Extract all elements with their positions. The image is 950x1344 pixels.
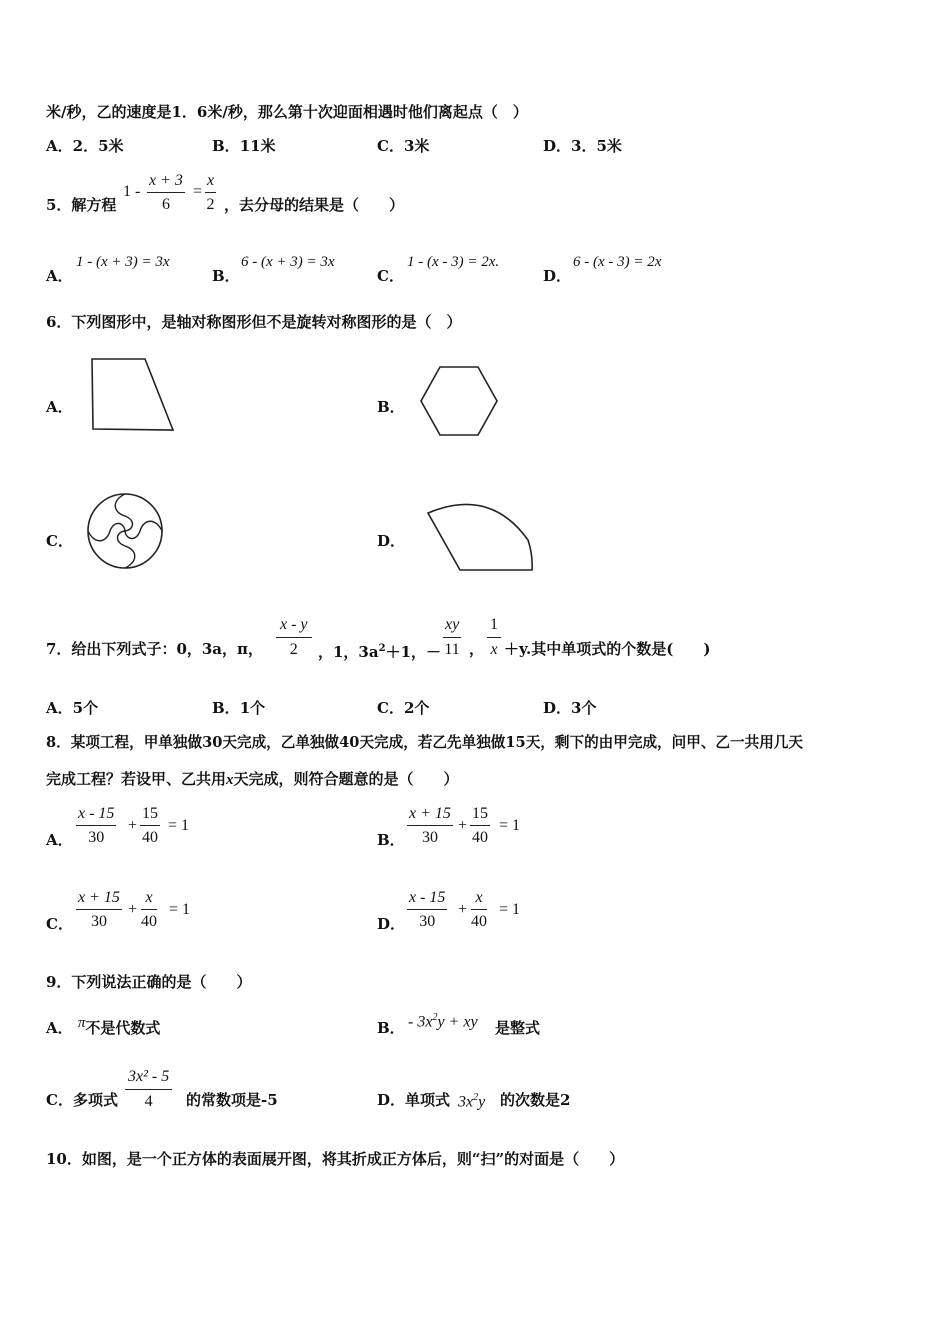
option-label: C． xyxy=(46,1091,73,1109)
option-label: C． xyxy=(377,137,404,155)
fraction-denominator: 40 xyxy=(141,913,157,930)
fraction-numerator: x - y xyxy=(276,616,312,638)
right-trapezoid-figure xyxy=(85,355,180,435)
q8-stem-line2-a: 完成工程？若设甲、乙共用 xyxy=(46,770,227,788)
fraction-denominator: 11 xyxy=(444,641,460,658)
option-label: A． xyxy=(46,699,73,717)
q5-option-d-label[interactable]: D． xyxy=(543,267,572,285)
q7-option-b[interactable] xyxy=(212,699,265,717)
q5-option-b-label[interactable]: B． xyxy=(212,267,240,285)
plus-sign: + xyxy=(458,817,468,834)
option-label: D． xyxy=(543,699,572,717)
q7-suffix: ＋y.其中单项式的个数是( ) xyxy=(504,640,711,658)
q5-option-b-expr: 6 - (x + 3) = 3x xyxy=(241,254,335,270)
q4-option-b[interactable] xyxy=(212,137,276,155)
q5-fraction-1 xyxy=(147,172,185,214)
fraction-denominator: 40 xyxy=(142,829,158,846)
q5-option-a-expr: 1 - (x + 3) = 3x xyxy=(76,254,170,270)
fraction-numerator: x - 15 xyxy=(76,805,116,826)
q6-option-a-label[interactable]: A． xyxy=(46,398,73,416)
option-label: A． xyxy=(46,137,73,155)
fraction-denominator: 4 xyxy=(144,1093,153,1110)
q10-stem: 10．如图，是一个正方体的表面展开图，将其折成正方体后，则“扫”的对面是（ ） xyxy=(46,1150,625,1168)
option-text: 2．5米 xyxy=(72,137,124,155)
plus-sign: + xyxy=(128,817,138,834)
q9-option-d-expr xyxy=(458,1089,485,1111)
fraction-denominator: 2 xyxy=(206,196,215,213)
q7-comma: ， xyxy=(469,640,485,658)
q6-option-c-label[interactable]: C． xyxy=(46,532,73,550)
option-text: 不是代数式 xyxy=(85,1019,161,1037)
q5-eq-left: 1 - xyxy=(123,183,141,200)
expr-part: y + xy xyxy=(437,1013,478,1031)
q6-option-d-label[interactable]: D． xyxy=(377,532,406,550)
fraction-numerator: 15 xyxy=(470,805,490,826)
equals-one: = 1 xyxy=(499,901,521,918)
q7-mid2-text: ＋1，－ xyxy=(385,643,441,661)
pinwheel-circle-figure xyxy=(84,490,166,572)
option-text: 11米 xyxy=(239,137,276,155)
q5-option-c-expr: 1 - (x - 3) = 2x. xyxy=(407,254,500,270)
q7-option-d[interactable] xyxy=(543,699,596,717)
q9-option-a[interactable] xyxy=(46,1015,161,1038)
q4-option-d[interactable] xyxy=(543,137,622,155)
plus-sign: + xyxy=(128,901,138,918)
q4-option-a[interactable] xyxy=(46,137,124,155)
pi-symbol: π xyxy=(77,1015,86,1031)
q9-option-b-text: 是整式 xyxy=(495,1019,541,1037)
fraction-numerator: x - 15 xyxy=(407,889,447,910)
q5-option-c-label[interactable]: C． xyxy=(377,267,404,285)
q8-d-fraction-2 xyxy=(471,889,487,931)
q8-c-fraction-1 xyxy=(76,889,122,931)
fraction-numerator: x + 15 xyxy=(76,889,122,910)
option-label: D． xyxy=(543,137,572,155)
q7-option-a[interactable] xyxy=(46,699,98,717)
fraction-numerator: 3x² - 5 xyxy=(125,1068,172,1090)
q8-a-fraction-2 xyxy=(140,805,160,847)
fraction-numerator: x + 3 xyxy=(147,172,185,193)
q7-fraction-1 xyxy=(276,616,312,659)
option-label: A． xyxy=(46,1019,73,1037)
superscript: 2 xyxy=(473,1092,479,1103)
variable-x: x xyxy=(226,772,234,788)
fraction-denominator: 30 xyxy=(419,913,436,930)
q8-b-fraction-1 xyxy=(407,805,453,847)
q8-option-b-label[interactable]: B． xyxy=(377,831,405,849)
q8-option-a-label[interactable]: A． xyxy=(46,831,73,849)
expr-part: 3x xyxy=(458,1093,474,1111)
plus-sign: + xyxy=(458,901,468,918)
expr-part: y xyxy=(478,1093,486,1111)
hexagon-figure xyxy=(415,362,505,442)
q9-option-d[interactable] xyxy=(377,1091,450,1109)
superscript: 2 xyxy=(432,1012,438,1023)
q8-option-c-label[interactable]: C． xyxy=(46,915,73,933)
option-text: 2个 xyxy=(403,699,430,717)
option-text: 1个 xyxy=(239,699,266,717)
q9-option-c-text: 的常数项是-5 xyxy=(186,1091,278,1109)
option-text: 5个 xyxy=(72,699,99,717)
q9-c-fraction xyxy=(125,1068,172,1111)
equals-one: = 1 xyxy=(499,817,521,834)
q9-option-b-expr xyxy=(408,1009,478,1031)
option-text: 3．5米 xyxy=(571,137,622,155)
q9-option-b-label[interactable]: B． xyxy=(377,1019,405,1037)
superscript: 2 xyxy=(378,643,386,654)
q9-stem: 9．下列说法正确的是（ ） xyxy=(46,973,252,991)
q9-option-d-text: 的次数是2 xyxy=(500,1091,571,1109)
q7-option-c[interactable] xyxy=(377,699,429,717)
fraction-denominator: 30 xyxy=(421,829,438,846)
option-prefix: 多项式 xyxy=(72,1091,118,1109)
fraction-denominator: 40 xyxy=(472,829,488,846)
q8-stem-line2 xyxy=(46,770,459,789)
q4-option-c[interactable] xyxy=(377,137,429,155)
q7-fraction-2 xyxy=(443,616,461,659)
q4-stem: 米/秒，乙的速度是1．6米/秒，那么第十次迎面相遇时他们离起点（ ） xyxy=(46,103,528,121)
q5-suffix: ，去分母的结果是（ ） xyxy=(224,196,405,214)
q8-b-fraction-2 xyxy=(470,805,490,847)
option-label: B． xyxy=(212,699,240,717)
option-label: C． xyxy=(377,699,404,717)
fraction-numerator: x xyxy=(205,172,216,193)
q7-mid-text: ，1，3a xyxy=(318,643,379,661)
q9-option-c[interactable] xyxy=(46,1091,118,1109)
fraction-denominator: 6 xyxy=(161,196,170,213)
q7-mid xyxy=(318,640,441,661)
option-text: 3米 xyxy=(403,137,430,155)
q7-prefix: 7．给出下列式子：0，3a，π， xyxy=(46,640,264,658)
fraction-denominator: 2 xyxy=(289,641,298,658)
expr-part: - 3x xyxy=(408,1013,433,1031)
fraction-denominator: 30 xyxy=(88,829,105,846)
q5-option-d-expr: 6 - (x - 3) = 2x xyxy=(573,254,662,270)
fraction-numerator: x + 15 xyxy=(407,805,453,826)
equals-one: = 1 xyxy=(168,817,190,834)
q8-option-d-label[interactable]: D． xyxy=(377,915,406,933)
fraction-denominator: x xyxy=(490,641,498,658)
q8-stem-line1: 8．某项工程，甲单独做30天完成，乙单独做40天完成，若乙先单独做15天，剩下的由甲完成，问甲、乙一共用几天 xyxy=(46,734,803,751)
q5-equals: = xyxy=(193,183,203,200)
fraction-numerator: x xyxy=(141,889,157,910)
option-label: D． xyxy=(377,1091,406,1109)
q6-stem: 6．下列图形中，是轴对称图形但不是旋转对称图形的是（ ） xyxy=(46,313,462,331)
equals-one: = 1 xyxy=(169,901,191,918)
q7-fraction-3 xyxy=(487,616,501,659)
fraction-denominator: 40 xyxy=(471,913,487,930)
fraction-denominator: 30 xyxy=(90,913,107,930)
q6-option-b-label[interactable]: B． xyxy=(377,398,405,416)
q8-stem-line2-b: 天完成，则符合题意的是（ ） xyxy=(233,770,459,788)
q8-c-fraction-2 xyxy=(141,889,157,931)
fraction-numerator: 15 xyxy=(140,805,160,826)
fraction-numerator: 1 xyxy=(487,616,501,638)
fraction-numerator: x xyxy=(471,889,487,910)
q8-d-fraction-1 xyxy=(407,889,447,931)
option-prefix: 单项式 xyxy=(405,1091,451,1109)
q5-option-a-label[interactable]: A． xyxy=(46,267,73,285)
option-label: B． xyxy=(212,137,240,155)
fraction-numerator: xy xyxy=(443,616,461,638)
q5-prefix: 5．解方程 xyxy=(46,196,117,214)
q5-fraction-2 xyxy=(205,172,216,214)
circular-sector-figure xyxy=(420,495,540,580)
option-text: 3个 xyxy=(571,699,597,717)
q8-a-fraction-1 xyxy=(76,805,116,847)
